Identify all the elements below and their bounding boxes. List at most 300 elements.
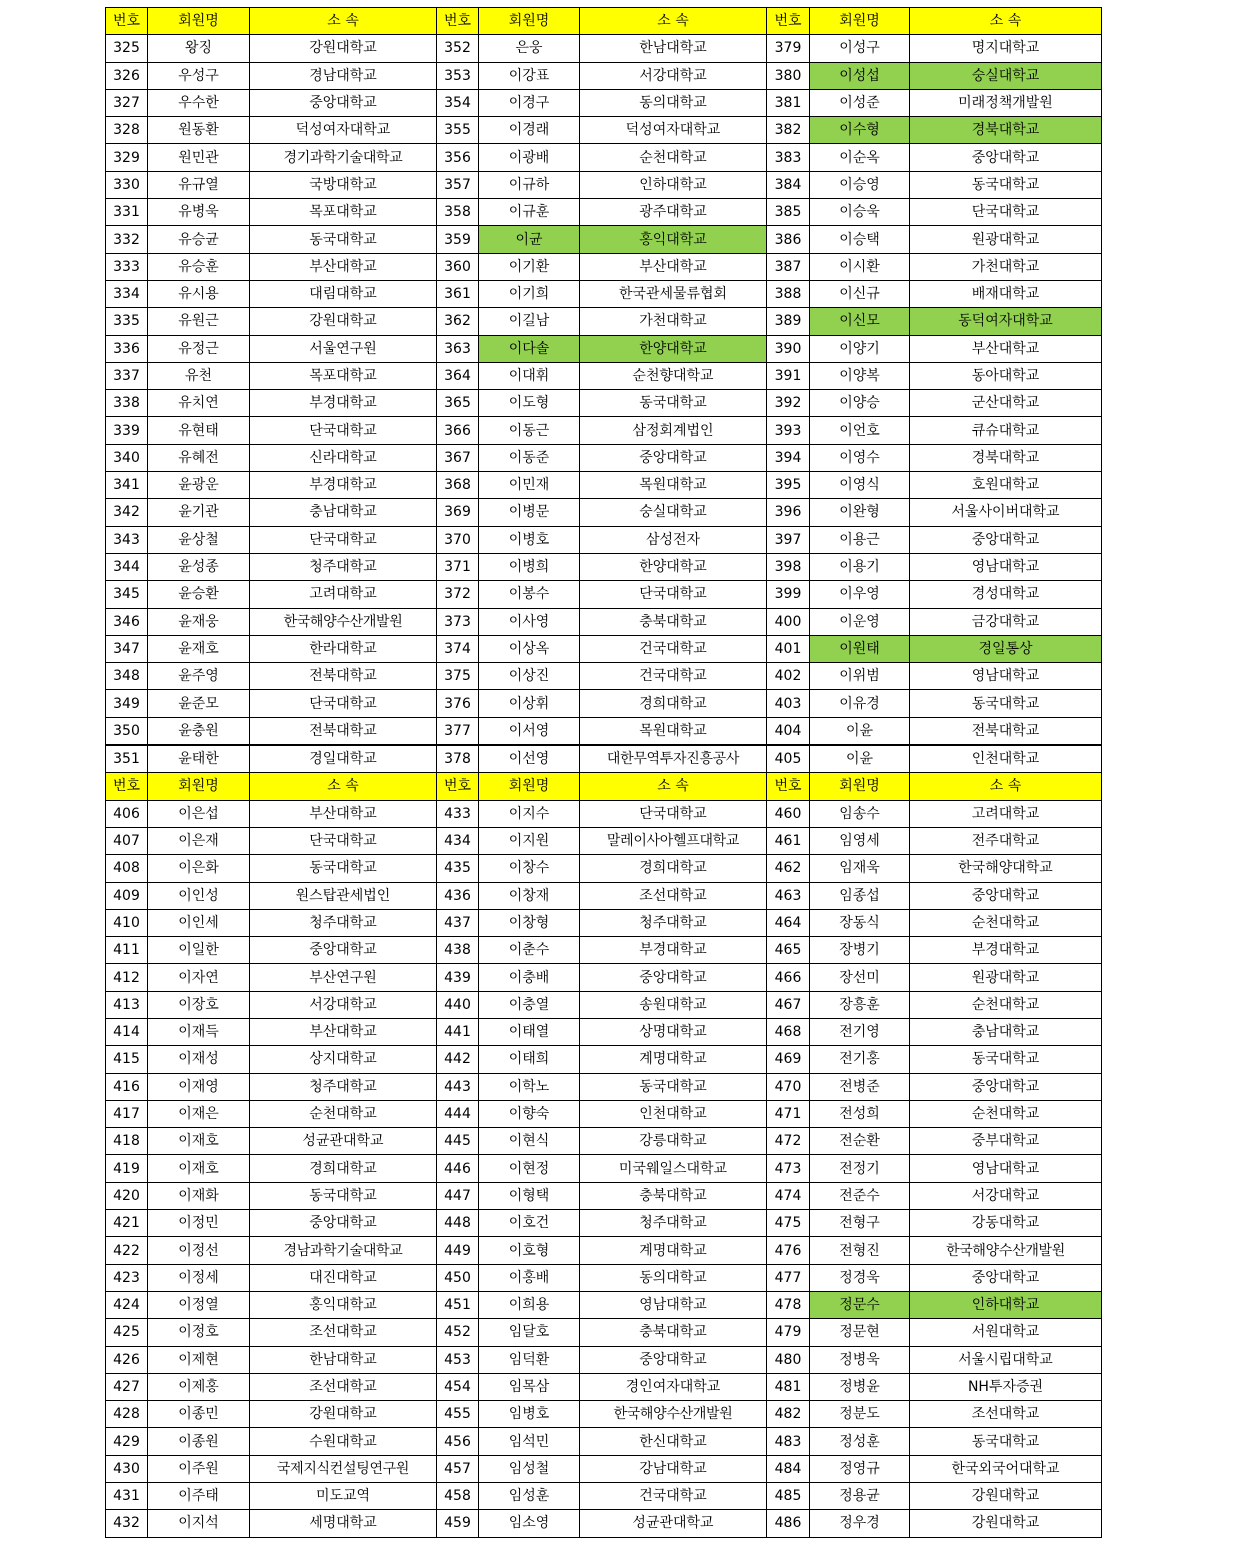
- member-name: 임재욱: [810, 855, 910, 882]
- member-affiliation: 중앙대학교: [910, 1264, 1102, 1291]
- member-name: 이인세: [148, 909, 250, 936]
- member-affiliation: 청주대학교: [250, 1073, 437, 1100]
- member-affiliation: 한국해양수산개발원: [910, 1237, 1102, 1264]
- member-number: 339: [106, 417, 148, 444]
- member-number: 388: [767, 280, 810, 307]
- member-number: 450: [437, 1264, 479, 1291]
- member-affiliation: 순천대학교: [910, 1100, 1102, 1127]
- member-number: 409: [106, 882, 148, 909]
- member-name: 이원태: [810, 635, 910, 662]
- member-number: 465: [767, 937, 810, 964]
- member-number: 462: [767, 855, 810, 882]
- member-number: 402: [767, 663, 810, 690]
- table-row: [106, 964, 1102, 991]
- member-name: 이지원: [479, 827, 580, 854]
- member-number: 436: [437, 882, 479, 909]
- table-row: [106, 1428, 1102, 1455]
- member-number: 481: [767, 1373, 810, 1400]
- member-affiliation: 홍익대학교: [250, 1291, 437, 1318]
- member-affiliation: 덕성여자대학교: [580, 117, 767, 144]
- member-number: 455: [437, 1401, 479, 1428]
- member-number: 396: [767, 499, 810, 526]
- member-name: 이상진: [479, 663, 580, 690]
- member-affiliation: 신라대학교: [250, 444, 437, 471]
- member-name: 이순옥: [810, 144, 910, 171]
- member-name: 임달호: [479, 1319, 580, 1346]
- member-affiliation: 국방대학교: [250, 171, 437, 198]
- member-name: 이양기: [810, 335, 910, 362]
- member-affiliation: 부산대학교: [580, 253, 767, 280]
- member-name: 윤준모: [148, 690, 250, 717]
- member-affiliation: 강원대학교: [250, 1401, 437, 1428]
- member-affiliation: 목포대학교: [250, 362, 437, 389]
- member-name: 이주태: [148, 1483, 250, 1510]
- table-row: [106, 1182, 1102, 1209]
- member-number: 335: [106, 308, 148, 335]
- table-row: [106, 1401, 1102, 1428]
- member-number: 447: [437, 1182, 479, 1209]
- member-affiliation: 단국대학교: [250, 417, 437, 444]
- member-name: 이기환: [479, 253, 580, 280]
- member-name: 이승영: [810, 171, 910, 198]
- member-affiliation: 한라대학교: [250, 635, 437, 662]
- member-affiliation: 한국해양수산개발원: [580, 1401, 767, 1428]
- member-number: 346: [106, 608, 148, 635]
- member-number: 473: [767, 1155, 810, 1182]
- header-number: 번호: [437, 8, 479, 35]
- member-name: 이정호: [148, 1319, 250, 1346]
- member-affiliation: 미도교역: [250, 1483, 437, 1510]
- member-name: 이상휘: [479, 690, 580, 717]
- member-name: 임덕환: [479, 1346, 580, 1373]
- member-name: 이정세: [148, 1264, 250, 1291]
- member-name: 윤재웅: [148, 608, 250, 635]
- member-affiliation: 중앙대학교: [910, 144, 1102, 171]
- member-number: 383: [767, 144, 810, 171]
- member-affiliation: 원스탑관세법인: [250, 882, 437, 909]
- header-name: 회원명: [148, 773, 250, 800]
- member-name: 임송수: [810, 800, 910, 827]
- member-number: 406: [106, 800, 148, 827]
- member-number: 405: [767, 745, 810, 773]
- member-name: 이민재: [479, 472, 580, 499]
- member-affiliation: 원광대학교: [910, 964, 1102, 991]
- member-number: 373: [437, 608, 479, 635]
- member-affiliation: 조선대학교: [580, 882, 767, 909]
- member-affiliation: 전북대학교: [250, 663, 437, 690]
- member-number: 370: [437, 526, 479, 553]
- member-name: 이성구: [810, 35, 910, 62]
- member-affiliation: 동아대학교: [910, 362, 1102, 389]
- member-number: 468: [767, 1018, 810, 1045]
- member-name: 장흥훈: [810, 991, 910, 1018]
- member-affiliation: 경남대학교: [250, 62, 437, 89]
- member-number: 398: [767, 553, 810, 580]
- member-affiliation: 고려대학교: [910, 800, 1102, 827]
- member-number: 418: [106, 1128, 148, 1155]
- member-affiliation: 인하대학교: [910, 1291, 1102, 1318]
- member-name: 이수형: [810, 117, 910, 144]
- member-affiliation: 삼성전자: [580, 526, 767, 553]
- member-name: 이창형: [479, 909, 580, 936]
- member-number: 381: [767, 89, 810, 116]
- member-affiliation: 단국대학교: [580, 800, 767, 827]
- member-number: 356: [437, 144, 479, 171]
- member-name: 이우영: [810, 581, 910, 608]
- member-name: 이향숙: [479, 1100, 580, 1127]
- member-number: 421: [106, 1210, 148, 1237]
- table-row: [106, 1510, 1102, 1537]
- member-affiliation: 중앙대학교: [910, 526, 1102, 553]
- member-number: 448: [437, 1210, 479, 1237]
- member-number: 355: [437, 117, 479, 144]
- member-affiliation: 단국대학교: [250, 827, 437, 854]
- member-name: 장선미: [810, 964, 910, 991]
- member-name: 이정선: [148, 1237, 250, 1264]
- table-row: [106, 1155, 1102, 1182]
- member-number: 426: [106, 1346, 148, 1373]
- member-affiliation: 동덕여자대학교: [910, 308, 1102, 335]
- member-name: 윤기관: [148, 499, 250, 526]
- member-name: 이경구: [479, 89, 580, 116]
- member-affiliation: 조선대학교: [910, 1401, 1102, 1428]
- member-name: 임목삼: [479, 1373, 580, 1400]
- member-affiliation: 전북대학교: [910, 717, 1102, 745]
- member-number: 419: [106, 1155, 148, 1182]
- member-affiliation: 한남대학교: [580, 35, 767, 62]
- member-affiliation: 경일통상: [910, 635, 1102, 662]
- header-name: 회원명: [810, 8, 910, 35]
- table-row: [106, 1073, 1102, 1100]
- member-number: 327: [106, 89, 148, 116]
- member-name: 윤승환: [148, 581, 250, 608]
- member-name: 이규하: [479, 171, 580, 198]
- member-affiliation: 중앙대학교: [580, 444, 767, 471]
- member-name: 이형택: [479, 1182, 580, 1209]
- member-affiliation: 경일대학교: [250, 745, 437, 773]
- member-name: 이충열: [479, 991, 580, 1018]
- table-row: [106, 35, 1102, 62]
- member-affiliation: 충남대학교: [910, 1018, 1102, 1045]
- table-row: [106, 1319, 1102, 1346]
- member-affiliation: 충북대학교: [580, 608, 767, 635]
- member-number: 352: [437, 35, 479, 62]
- member-name: 이기희: [479, 280, 580, 307]
- member-number: 484: [767, 1455, 810, 1482]
- member-name: 우수한: [148, 89, 250, 116]
- member-name: 유원근: [148, 308, 250, 335]
- member-number: 334: [106, 280, 148, 307]
- table-row: [106, 335, 1102, 362]
- member-name: 이상옥: [479, 635, 580, 662]
- member-name: 이충배: [479, 964, 580, 991]
- member-affiliation: 충북대학교: [580, 1182, 767, 1209]
- member-number: 433: [437, 800, 479, 827]
- member-affiliation: 경희대학교: [580, 855, 767, 882]
- member-number: 333: [106, 253, 148, 280]
- member-affiliation: 인천대학교: [910, 745, 1102, 773]
- table-row: [106, 280, 1102, 307]
- member-number: 444: [437, 1100, 479, 1127]
- table-row: [106, 663, 1102, 690]
- table-row: [106, 390, 1102, 417]
- member-name: 유시용: [148, 280, 250, 307]
- member-number: 417: [106, 1100, 148, 1127]
- table-row: [106, 1264, 1102, 1291]
- member-affiliation: 경희대학교: [580, 690, 767, 717]
- member-affiliation: 순천대학교: [580, 144, 767, 171]
- member-affiliation: 한국관세물류협회: [580, 280, 767, 307]
- member-name: 이지석: [148, 1510, 250, 1537]
- table-row: [106, 417, 1102, 444]
- member-number: 342: [106, 499, 148, 526]
- member-affiliation: 미래정책개발원: [910, 89, 1102, 116]
- member-name: 임종섭: [810, 882, 910, 909]
- member-name: 이시환: [810, 253, 910, 280]
- member-affiliation: 부경대학교: [580, 937, 767, 964]
- member-affiliation: 동국대학교: [250, 855, 437, 882]
- member-number: 461: [767, 827, 810, 854]
- member-number: 392: [767, 390, 810, 417]
- table-row: [106, 1210, 1102, 1237]
- member-number: 367: [437, 444, 479, 471]
- table-row: [106, 1373, 1102, 1400]
- member-name: 임병호: [479, 1401, 580, 1428]
- member-number: 401: [767, 635, 810, 662]
- member-name: 이대휘: [479, 362, 580, 389]
- member-affiliation: 한국해양수산개발원: [250, 608, 437, 635]
- member-number: 441: [437, 1018, 479, 1045]
- member-affiliation: 홍익대학교: [580, 226, 767, 253]
- member-name: 정성훈: [810, 1428, 910, 1455]
- member-affiliation: NH투자증권: [910, 1373, 1102, 1400]
- member-name: 이위범: [810, 663, 910, 690]
- member-affiliation: 동의대학교: [580, 1264, 767, 1291]
- member-name: 이정열: [148, 1291, 250, 1318]
- member-number: 446: [437, 1155, 479, 1182]
- member-affiliation: 국제지식컨설팅연구원: [250, 1455, 437, 1482]
- member-name: 이성준: [810, 89, 910, 116]
- member-affiliation: 군산대학교: [910, 390, 1102, 417]
- member-number: 413: [106, 991, 148, 1018]
- member-number: 420: [106, 1182, 148, 1209]
- member-affiliation: 대한무역투자진흥공사: [580, 745, 767, 773]
- member-number: 437: [437, 909, 479, 936]
- member-number: 344: [106, 553, 148, 580]
- table-row: [106, 144, 1102, 171]
- member-affiliation: 강남대학교: [580, 1455, 767, 1482]
- member-number: 390: [767, 335, 810, 362]
- table-row: [106, 1128, 1102, 1155]
- table-row: [106, 882, 1102, 909]
- member-affiliation: 인하대학교: [580, 171, 767, 198]
- member-name: 원동환: [148, 117, 250, 144]
- member-affiliation: 단국대학교: [910, 199, 1102, 226]
- member-number: 482: [767, 1401, 810, 1428]
- member-affiliation: 부산연구원: [250, 964, 437, 991]
- header-affiliation: 소 속: [910, 773, 1102, 800]
- member-name: 임소영: [479, 1510, 580, 1537]
- member-name: 왕징: [148, 35, 250, 62]
- member-number: 479: [767, 1319, 810, 1346]
- member-name: 윤재호: [148, 635, 250, 662]
- member-affiliation: 청주대학교: [250, 553, 437, 580]
- table-row: [106, 608, 1102, 635]
- member-number: 467: [767, 991, 810, 1018]
- member-affiliation: 한남대학교: [250, 1346, 437, 1373]
- member-number: 457: [437, 1455, 479, 1482]
- member-number: 435: [437, 855, 479, 882]
- member-number: 478: [767, 1291, 810, 1318]
- member-affiliation: 부경대학교: [250, 390, 437, 417]
- member-number: 325: [106, 35, 148, 62]
- member-affiliation: 성균관대학교: [580, 1510, 767, 1537]
- member-name: 이재호: [148, 1155, 250, 1182]
- member-name: 정경욱: [810, 1264, 910, 1291]
- member-number: 470: [767, 1073, 810, 1100]
- table-row: [106, 827, 1102, 854]
- member-affiliation: 경북대학교: [910, 444, 1102, 471]
- table-row: [106, 362, 1102, 389]
- member-name: 이태열: [479, 1018, 580, 1045]
- member-affiliation: 광주대학교: [580, 199, 767, 226]
- member-name: 정병윤: [810, 1373, 910, 1400]
- member-number: 480: [767, 1346, 810, 1373]
- table-row: [106, 690, 1102, 717]
- member-name: 전정기: [810, 1155, 910, 1182]
- member-number: 371: [437, 553, 479, 580]
- member-name: 이영식: [810, 472, 910, 499]
- table-row: [106, 581, 1102, 608]
- member-number: 452: [437, 1319, 479, 1346]
- member-affiliation: 중앙대학교: [910, 882, 1102, 909]
- member-name: 이병희: [479, 553, 580, 580]
- table-row: [106, 253, 1102, 280]
- member-affiliation: 충남대학교: [250, 499, 437, 526]
- member-name: 유병욱: [148, 199, 250, 226]
- member-affiliation: 전북대학교: [250, 717, 437, 745]
- table-row: [106, 553, 1102, 580]
- member-affiliation: 배재대학교: [910, 280, 1102, 307]
- member-name: 이병호: [479, 526, 580, 553]
- table-row: [106, 937, 1102, 964]
- member-number: 454: [437, 1373, 479, 1400]
- member-name: 이재득: [148, 1018, 250, 1045]
- member-name: 유현태: [148, 417, 250, 444]
- member-number: 359: [437, 226, 479, 253]
- member-number: 397: [767, 526, 810, 553]
- table-row: [106, 308, 1102, 335]
- member-number: 431: [106, 1483, 148, 1510]
- header-name: 회원명: [810, 773, 910, 800]
- member-name: 윤상철: [148, 526, 250, 553]
- member-number: 375: [437, 663, 479, 690]
- member-affiliation: 단국대학교: [250, 690, 437, 717]
- member-name: 이완형: [810, 499, 910, 526]
- member-name: 이재영: [148, 1073, 250, 1100]
- member-affiliation: 수원대학교: [250, 1428, 437, 1455]
- member-name: 장동식: [810, 909, 910, 936]
- member-name: 전병준: [810, 1073, 910, 1100]
- header-number: 번호: [767, 8, 810, 35]
- member-number: 445: [437, 1128, 479, 1155]
- member-name: 전성희: [810, 1100, 910, 1127]
- member-affiliation: 동국대학교: [910, 1428, 1102, 1455]
- member-name: 이운영: [810, 608, 910, 635]
- member-affiliation: 강원대학교: [250, 308, 437, 335]
- member-number: 378: [437, 745, 479, 773]
- header-affiliation: 소 속: [580, 8, 767, 35]
- member-affiliation: 청주대학교: [580, 909, 767, 936]
- member-name: 이영수: [810, 444, 910, 471]
- member-name: 전기홍: [810, 1046, 910, 1073]
- member-affiliation: 가천대학교: [580, 308, 767, 335]
- member-number: 377: [437, 717, 479, 745]
- member-name: 이광배: [479, 144, 580, 171]
- member-number: 451: [437, 1291, 479, 1318]
- member-name: 이희용: [479, 1291, 580, 1318]
- header-number: 번호: [106, 773, 148, 800]
- member-affiliation: 순천대학교: [250, 1100, 437, 1127]
- member-affiliation: 단국대학교: [250, 526, 437, 553]
- member-number: 423: [106, 1264, 148, 1291]
- member-affiliation: 가천대학교: [910, 253, 1102, 280]
- member-number: 424: [106, 1291, 148, 1318]
- member-name: 임성훈: [479, 1483, 580, 1510]
- member-number: 428: [106, 1401, 148, 1428]
- member-name: 전형구: [810, 1210, 910, 1237]
- member-affiliation: 계명대학교: [580, 1237, 767, 1264]
- member-number: 399: [767, 581, 810, 608]
- member-name: 윤태한: [148, 745, 250, 773]
- table-row: [106, 800, 1102, 827]
- member-name: 이일한: [148, 937, 250, 964]
- member-name: 이다솔: [479, 335, 580, 362]
- member-number: 329: [106, 144, 148, 171]
- table-row: [106, 1346, 1102, 1373]
- member-number: 412: [106, 964, 148, 991]
- member-affiliation: 말레이사아헬프대학교: [580, 827, 767, 854]
- header-name: 회원명: [148, 8, 250, 35]
- table-row: [106, 1291, 1102, 1318]
- member-name: 정문현: [810, 1319, 910, 1346]
- member-affiliation: 상지대학교: [250, 1046, 437, 1073]
- member-number: 434: [437, 827, 479, 854]
- member-name: 이동근: [479, 417, 580, 444]
- member-number: 440: [437, 991, 479, 1018]
- member-number: 442: [437, 1046, 479, 1073]
- member-affiliation: 부산대학교: [250, 253, 437, 280]
- member-affiliation: 동국대학교: [580, 390, 767, 417]
- table-row: [106, 909, 1102, 936]
- member-affiliation: 경북대학교: [910, 117, 1102, 144]
- member-name: 이규훈: [479, 199, 580, 226]
- member-number: 337: [106, 362, 148, 389]
- header-affiliation: 소 속: [250, 773, 437, 800]
- member-number: 358: [437, 199, 479, 226]
- member-name: 유천: [148, 362, 250, 389]
- member-affiliation: 목포대학교: [250, 199, 437, 226]
- member-number: 414: [106, 1018, 148, 1045]
- member-name: 이길남: [479, 308, 580, 335]
- member-number: 387: [767, 253, 810, 280]
- member-number: 472: [767, 1128, 810, 1155]
- member-affiliation: 인천대학교: [580, 1100, 767, 1127]
- member-name: 정용균: [810, 1483, 910, 1510]
- member-affiliation: 경남과학기술대학교: [250, 1237, 437, 1264]
- member-affiliation: 부경대학교: [250, 472, 437, 499]
- member-number: 343: [106, 526, 148, 553]
